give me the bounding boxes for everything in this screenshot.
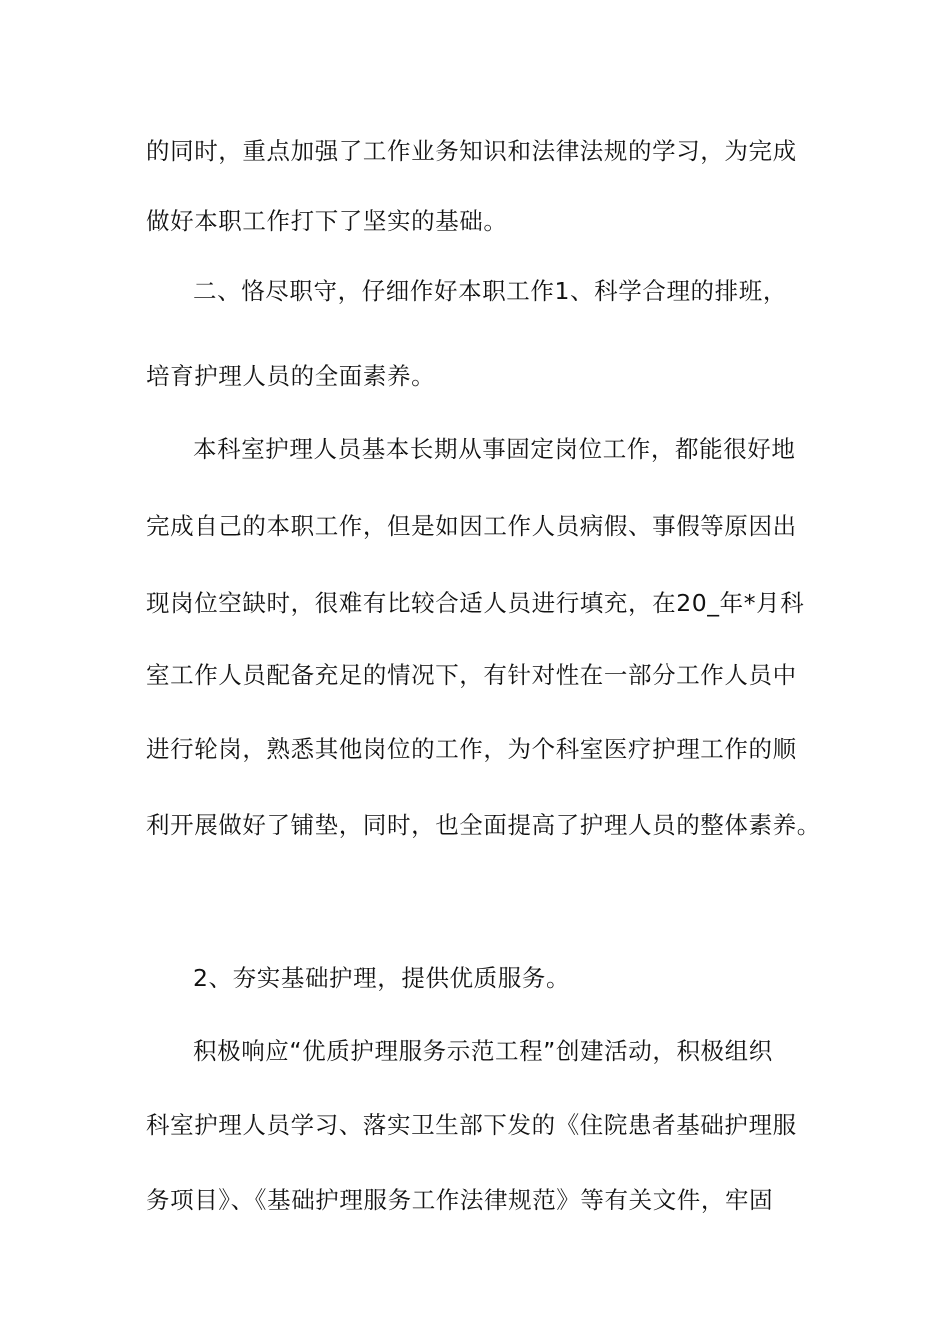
body-text-line: 积极响应“优质护理服务示范工程”创建活动，积极组织	[193, 1037, 773, 1065]
body-text-line: 利开展做好了铺垫，同时，也全面提高了护理人员的整体素养。	[146, 811, 821, 839]
body-text-line: 完成自己的本职工作，但是如因工作人员病假、事假等原因出	[146, 512, 797, 540]
body-text-line: 培育护理人员的全面素养。	[146, 362, 436, 390]
body-text-line: 科室护理人员学习、落实卫生部下发的《住院患者基础护理服	[146, 1111, 797, 1139]
body-text-line: 务项目》、《基础护理服务工作法律规范》等有关文件，牢固	[146, 1186, 774, 1214]
body-text-line: 室工作人员配备充足的情况下，有针对性在一部分工作人员中	[146, 661, 797, 689]
body-text-line: 的同时，重点加强了工作业务知识和法律法规的学习，为完成	[146, 137, 797, 165]
body-text-line: 本科室护理人员基本长期从事固定岗位工作，都能很好地	[193, 435, 796, 463]
body-text-line: 做好本职工作打下了坚实的基础。	[146, 207, 508, 235]
body-text-line: 进行轮岗，熟悉其他岗位的工作，为个科室医疗护理工作的顺	[146, 735, 797, 763]
subsection-heading: 2、夯实基础护理，提供优质服务。	[193, 964, 571, 992]
section-heading: 二、恪尽职守，仔细作好本职工作1、科学合理的排班，	[193, 277, 787, 305]
body-text-line: 现岗位空缺时，很难有比较合适人员进行填充，在20_年*月科	[146, 589, 805, 617]
